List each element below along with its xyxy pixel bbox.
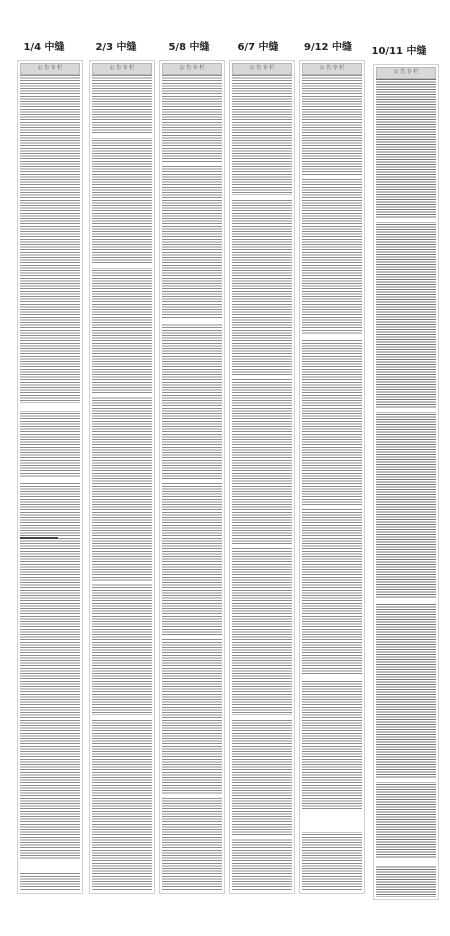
column-4-text [232, 75, 292, 891]
column-5 [299, 60, 365, 894]
column-title-2: 2/3 中缝 [95, 42, 137, 53]
column-title-1: 1/4 中缝 [23, 42, 65, 53]
column-1-text [20, 75, 80, 891]
column-4-header: 公 告 专 栏 [232, 63, 292, 75]
column-title-5: 9/12 中缝 [303, 42, 352, 53]
column-2 [89, 60, 155, 894]
column-6-header: 公 告 专 栏 [376, 67, 436, 79]
column-3-text [162, 75, 222, 891]
column-5-header: 公 告 专 栏 [302, 63, 362, 75]
column-3-header: 公 告 专 栏 [162, 63, 222, 75]
column-2-header: 公 告 专 栏 [92, 63, 152, 75]
column-1 [17, 60, 83, 894]
column-title-6: 10/11 中缝 [371, 46, 427, 57]
column-title-3: 5/8 中缝 [168, 42, 210, 53]
column-4 [229, 60, 295, 894]
column-5-text [302, 75, 362, 891]
column-3 [159, 60, 225, 894]
column-2-text [92, 75, 152, 891]
column-6 [373, 64, 439, 900]
column-1-header: 公 告 专 栏 [20, 63, 80, 75]
column-title-4: 6/7 中缝 [237, 42, 279, 53]
column-6-text [376, 79, 436, 897]
